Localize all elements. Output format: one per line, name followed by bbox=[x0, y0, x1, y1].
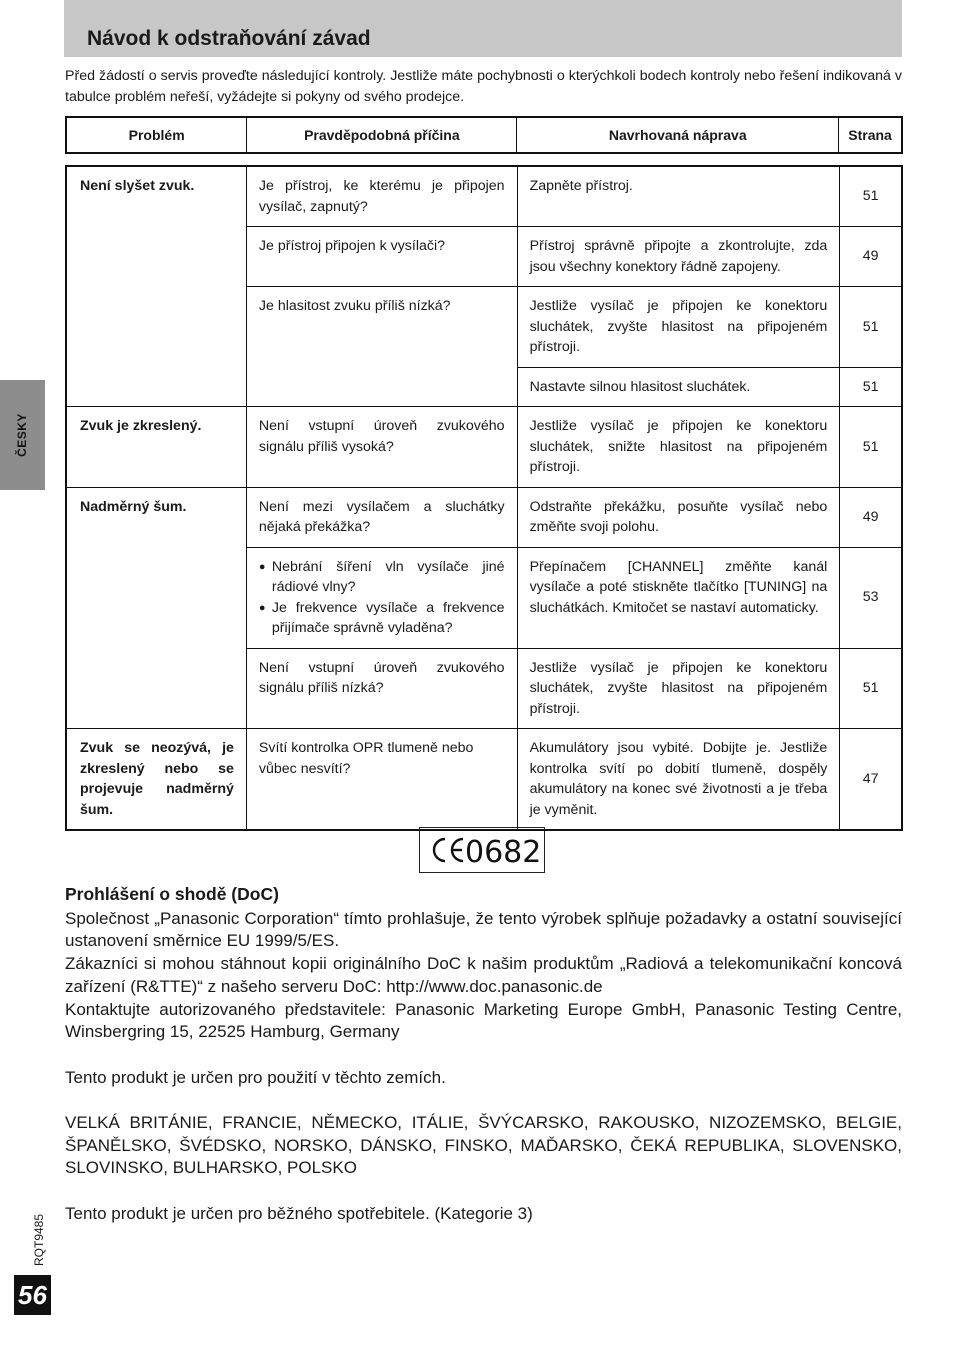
problem-cell: Zvuk je zkreslený. bbox=[66, 407, 246, 488]
problem-cell: Zvuk se neozývá, je zkreslený nebo se projevuje nadměrný šum. bbox=[66, 729, 246, 831]
list-item: ● Je frekvence vysílače a frekvence přijímače správně vyladěna? bbox=[259, 598, 505, 639]
cause-cell: Není vstupní úroveň zvukového signálu příliš nízká? bbox=[246, 648, 517, 729]
remedy-cell: Přístroj správně připojte a zkontrolujte, zda jsou všechny konektory řádně zapojeny. bbox=[517, 227, 840, 287]
remedy-cell: Přepínačem [CHANNEL] změňte kanál vysílače a poté stiskněte tlačítko [TUNING] na sluchátkách. Kmitočet se nastaví automaticky. bbox=[517, 547, 840, 648]
problem-cell: Není slyšet zvuk. bbox=[66, 166, 246, 407]
page-cell: 51 bbox=[840, 166, 902, 227]
problem-cell: Nadměrný šum. bbox=[66, 487, 246, 729]
intro-text: Před žádostí o servis proveďte následující kontroly. Jestliže máte pochybnosti o kterýchkoli bodech kontroly nebo řešení indikovaná v tabulce problém neřeší, vyžádejte si pokyny od svého prodejce. bbox=[65, 68, 902, 105]
page-cell: 49 bbox=[840, 487, 902, 547]
page-cell: 47 bbox=[840, 729, 902, 831]
cause-cell: Není mezi vysílačem a sluchátky nějaká překážka? bbox=[246, 487, 517, 547]
ce-mark-icon bbox=[419, 827, 545, 873]
declaration-heading: Prohlášení o shodě (DoC) bbox=[65, 884, 279, 904]
page-cell: 51 bbox=[840, 287, 902, 368]
remedy-cell: Akumulátory jsou vybité. Dobijte je. Jestliže kontrolka svítí po dobití tlumeně, dospěly akumulátory na konec své životnosti a je třeba je vyměnit. bbox=[517, 729, 840, 831]
declaration-paragraph: Zákazníci si mohou stáhnout kopii originálního DoC k našim produktům „Radiová a telekomunikační koncová zařízení (R&TTE)“ z našeho serveru DoC: http://www.doc.panasonic.de bbox=[65, 954, 902, 996]
declaration-paragraph: Kontaktujte autorizovaného představitele: Panasonic Marketing Europe GmbH, Panasonic Testing Centre, Winsbergring 15, 22525 Hamburg, Germany bbox=[65, 999, 902, 1042]
page-cell: 53 bbox=[840, 547, 902, 648]
cause-cell bbox=[246, 547, 517, 648]
ce-mark-graphic bbox=[420, 828, 544, 872]
remedy-cell: Jestliže vysílač je připojen ke konektoru sluchátek, zvyšte hlasitost na připojeném přístroji. bbox=[517, 648, 840, 729]
page-number: 56 bbox=[14, 1275, 51, 1315]
header-problem: Problém bbox=[66, 117, 247, 153]
page-title: Návod k odstraňování závad bbox=[87, 27, 371, 50]
table-header bbox=[65, 116, 903, 154]
table-row bbox=[66, 487, 902, 547]
header-bar bbox=[64, 0, 902, 57]
list-item: ● Nebrání šíření vln vysílače jiné rádiové vlny? bbox=[259, 557, 505, 598]
troubleshooting-table bbox=[65, 165, 903, 831]
cause-cell: Je hlasitost zvuku příliš nízká? bbox=[246, 287, 517, 407]
header-remedy: Navrhovaná náprava bbox=[517, 117, 839, 153]
cause-cell: Je přístroj, ke kterému je připojen vysílač, zapnutý? bbox=[246, 166, 517, 227]
declaration-paragraph: Tento produkt je určen pro běžného spotřebitele. (Kategorie 3) bbox=[65, 1203, 533, 1223]
table-row bbox=[66, 407, 902, 488]
cause-bullet-list bbox=[259, 557, 505, 639]
page-cell: 51 bbox=[840, 407, 902, 488]
declaration-section bbox=[65, 883, 902, 1226]
remedy-cell: Odstraňte překážku, posuňte vysílač nebo změňte svoji polohu. bbox=[517, 487, 840, 547]
remedy-cell: Nastavte silnou hlasitost sluchátek. bbox=[517, 367, 840, 407]
cause-cell: Je přístroj připojen k vysílači? bbox=[246, 227, 517, 287]
remedy-cell: Jestliže vysílač je připojen ke konektoru sluchátek, snižte hlasitost na připojeném přístroji. bbox=[517, 407, 840, 488]
declaration-paragraph: Tento produkt je určen pro použití v těchto zemích. bbox=[65, 1067, 446, 1087]
document-code: RQT9485 bbox=[32, 1213, 46, 1267]
page-cell: 51 bbox=[840, 367, 902, 407]
country-list: VELKÁ BRITÁNIE, FRANCIE, NĚMECKO, ITÁLIE, ŠVÝCARSKO, RAKOUSKO, NIZOZEMSKO, BELGIE, ŠPANĚLSKO, ŠVÉDSKO, NORSKO, DÁNSKO, FINSKO, MAĎARSKO, ČEKÁ REPUBLIKA, SLOVENSKO, SLOVINSKO, BULHARSKO, POLSKO bbox=[65, 1113, 902, 1178]
language-tab bbox=[0, 380, 45, 490]
cause-cell: Svítí kontrolka OPR tlumeně nebo vůbec nesvítí? bbox=[246, 729, 517, 831]
header-page: Strana bbox=[839, 117, 902, 153]
table-row bbox=[66, 729, 902, 831]
table-row bbox=[66, 166, 902, 227]
page-cell: 51 bbox=[840, 648, 902, 729]
language-tab-label: ČESKY bbox=[15, 413, 29, 457]
declaration-paragraph: Společnost „Panasonic Corporation“ tímto prohlašuje, že tento výrobek splňuje požadavky a ostatní související ustanovení směrnice EU 1999/5/ES. bbox=[65, 908, 902, 951]
page-cell: 49 bbox=[840, 227, 902, 287]
cause-cell: Není vstupní úroveň zvukového signálu příliš vysoká? bbox=[246, 407, 517, 488]
ce-number: 0682 bbox=[465, 835, 542, 870]
header-cause: Pravděpodobná příčina bbox=[247, 117, 517, 153]
remedy-cell: Jestliže vysílač je připojen ke konektoru sluchátek, zvyšte hlasitost na připojeném přístroji. bbox=[517, 287, 840, 368]
remedy-cell: Zapněte přístroj. bbox=[517, 166, 840, 227]
